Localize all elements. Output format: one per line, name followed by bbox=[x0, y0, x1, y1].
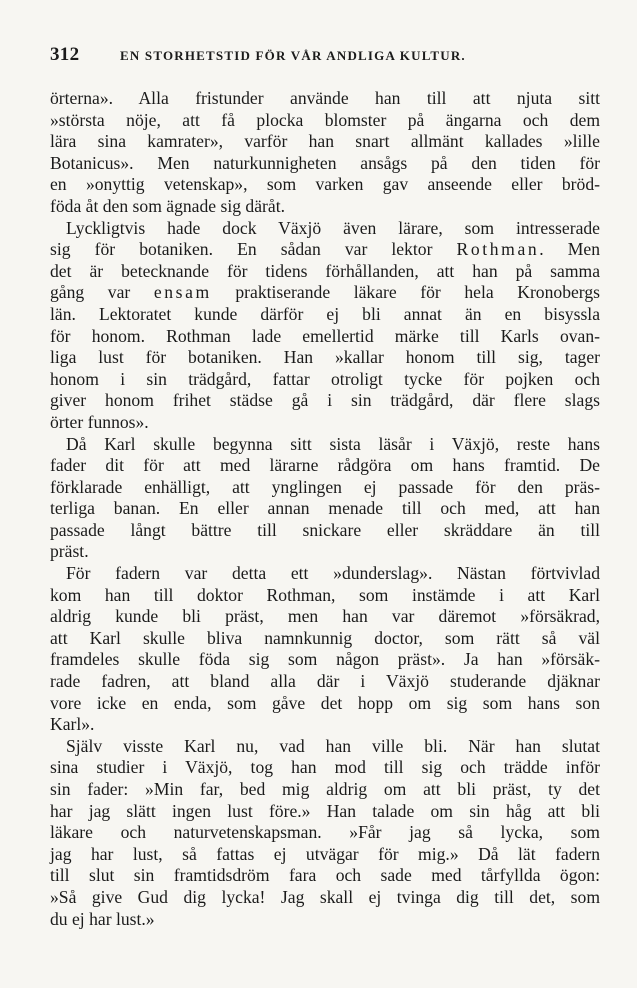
text-line: passade långt bättre till snickare eller skräddare än till bbox=[50, 519, 600, 540]
text-line: att Karl skulle bliva namnkunnig doctor, som rätt så väl bbox=[50, 627, 600, 648]
text-line: Lyckligtvis hade dock Växjö även lärare, som intresserade bbox=[66, 217, 600, 238]
text-line: framdeles skulle föda sig som någon präst». Ja han »försäk- bbox=[50, 649, 600, 670]
text-line: För fadern var detta ett »dunderslag». Nästan förtvivlad bbox=[66, 563, 600, 584]
text-line: till slut sin framtidsdröm fara och sade med tårfyllda ögon: bbox=[50, 865, 600, 886]
text-line: kom han till doktor Rothman, som instämde i att Karl bbox=[50, 584, 600, 605]
paragraph-2 bbox=[50, 218, 600, 434]
text-line: en »onyttig vetenskap», som varken gav anseende eller bröd- bbox=[50, 174, 600, 195]
text-line: föda åt den som ägnade sig däråt. bbox=[50, 195, 285, 216]
emphasized-name: Rothman bbox=[456, 239, 540, 260]
page-number: 312 bbox=[50, 44, 80, 65]
text-line: län. Lektoratet kunde därför ej bli annat än en bisyssla bbox=[50, 303, 600, 324]
text-line: Botanicus». Men naturkunnigheten ansågs på den tiden för bbox=[50, 152, 600, 173]
text-line: rade fadren, att bland alla där i Växjö studerande djäknar bbox=[50, 671, 600, 692]
text-line: lära sina kamrater», varför han snart allmänt kallades »lille bbox=[50, 131, 600, 152]
paragraph-3 bbox=[50, 434, 600, 564]
paragraph-5 bbox=[50, 736, 600, 930]
text-line: honom i sin trädgård, fattar otroligt tycke för pojken och bbox=[50, 368, 600, 389]
text-line: »Så give Gud dig lycka! Jag skall ej tvinga dig till det, som bbox=[50, 886, 600, 907]
paragraph-4 bbox=[50, 563, 600, 736]
text-line: läkare och naturvetenskapsman. »Får jag så lycka, som bbox=[50, 822, 600, 843]
text-line: du ej har lust.» bbox=[50, 908, 155, 929]
text-line-with-name bbox=[50, 239, 600, 261]
text-segment: gång var bbox=[50, 282, 154, 303]
running-head: EN STORHETSTID FÖR VÅR ANDLIGA KULTUR. bbox=[120, 48, 466, 63]
text-line: terliga banan. En eller annan menade till och med, att han bbox=[50, 498, 600, 519]
text-segment: . Men bbox=[539, 239, 601, 260]
text-line: aldrig kunde bli präst, men han var däremot »försäkrad, bbox=[50, 606, 600, 627]
text-line: sina studier i Växjö, tog han mod till sig och trädde inför bbox=[50, 757, 600, 778]
text-line-with-emphasis bbox=[50, 282, 600, 304]
page-header bbox=[50, 44, 600, 66]
book-page bbox=[50, 44, 600, 930]
emphasized-word: ensam bbox=[153, 282, 212, 303]
text-segment: praktiserande läkare för hela Kronobergs bbox=[211, 282, 600, 303]
text-line: präst. bbox=[50, 541, 89, 562]
text-line: sin fader: »Min far, bed mig aldrig om att bli präst, ty det bbox=[50, 779, 600, 799]
text-line: jag har lust, så fattas ej utvägar för mig.» Då lät fadern bbox=[50, 843, 600, 864]
text-line: för honom. Rothman lade emellertid märke till Karls ovan- bbox=[50, 325, 600, 346]
text-line: det är betecknande för tidens förhållanden, att han på samma bbox=[50, 260, 600, 281]
text-line: giver honom frihet städse gå i sin trädgård, där flere slags bbox=[50, 390, 600, 411]
text-line: har jag slätt ingen lust före.» Han talade om sin håg att bli bbox=[50, 800, 600, 821]
text-line: vore icke en enda, som gåve det hopp om sig som hans son bbox=[50, 692, 600, 713]
text-line: fader dit för att med lärarne rådgöra om hans framtid. De bbox=[50, 455, 600, 476]
text-line: förklarade enhälligt, att ynglingen ej passade för den präs- bbox=[50, 476, 600, 497]
text-line: Själv visste Karl nu, vad han ville bli. När han slutat bbox=[66, 735, 600, 756]
text-line: örterna». Alla fristunder använde han till att njuta sitt bbox=[50, 88, 600, 108]
text-line: Då Karl skulle begynna sitt sista läsår i Växjö, reste hans bbox=[66, 433, 600, 454]
body-text bbox=[50, 88, 600, 930]
text-line: »största nöje, att få plocka blomster på ängarna och dem bbox=[50, 109, 600, 130]
text-segment: sig för botaniken. En sådan var lektor bbox=[50, 239, 457, 260]
text-line: örter funnos». bbox=[50, 411, 149, 432]
text-line: liga lust för botaniken. Han »kallar honom till sig, tager bbox=[50, 347, 600, 368]
paragraph-1 bbox=[50, 88, 600, 218]
text-line: Karl». bbox=[50, 714, 95, 735]
